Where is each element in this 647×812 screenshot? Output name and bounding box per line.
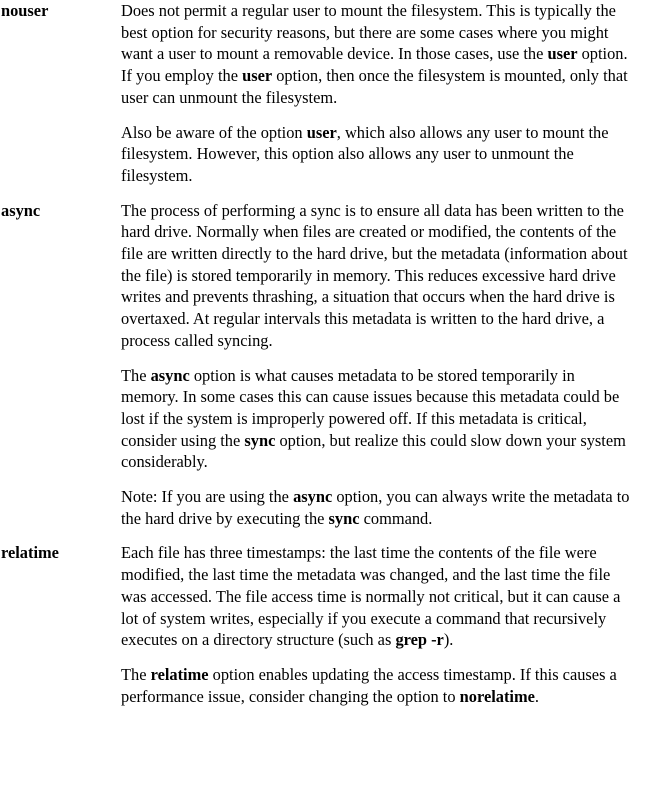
description-paragraph: [121, 486, 633, 529]
option-term: relatime: [1, 543, 59, 563]
text-run: .: [534, 686, 540, 706]
description-paragraph: [121, 0, 633, 109]
inline-keyword: user: [547, 44, 578, 64]
option-entry-relatime: [1, 542, 633, 707]
text-run: option enables updating the access timestamp. If this causes a performance issue, consider changing the option to: [121, 664, 617, 706]
text-run: , which also allows any user to mount the filesystem. However, this option also allows any user to unmount the filesystem.: [121, 122, 609, 185]
inline-keyword: user: [242, 66, 273, 86]
text-run: The: [121, 365, 151, 385]
inline-keyword: grep -r: [395, 630, 444, 650]
inline-keyword: norelatime: [459, 686, 535, 706]
inline-keyword: async: [293, 487, 333, 507]
inline-keyword: sync: [244, 430, 276, 450]
text-run: option, but realize this could slow down your system considerably.: [121, 430, 626, 472]
description-paragraph: [121, 122, 633, 187]
text-run: option is what causes metadata to be stored temporarily in memory. In some cases this can cause issues because this metadata could be lost if the system is improperly powered off. If this metadata is critical, consider using the: [121, 365, 620, 450]
option-description: [121, 542, 633, 707]
text-run: option, then once the filesystem is mounted, only that user can unmount the filesystem.: [121, 66, 628, 107]
inline-keyword: async: [150, 365, 190, 385]
inline-keyword: relatime: [150, 664, 209, 684]
option-description: [121, 0, 633, 187]
text-run: command.: [359, 508, 433, 528]
text-run: Each file has three timestamps: the last time the contents of the file were modified, the last time the metadata was changed, and the last time the file was accessed. The file access time is normally not critical, but it can cause a lot of system writes, especially if you execute a command that recursively executes on a directory structure (such as: [121, 543, 621, 650]
text-run: The process of performing a sync is to ensure all data has been written to the hard drive. Normally when files are created or modified, the contents of the file are written directly to the hard drive, but the metadata (information about the file) is stored temporarily in memory. This reduces excessive hard drive writes and prevents thrashing, a situation that occurs when the hard drive is overtaxed. At regular intervals this metadata is written to the hard drive, a process called syncing.: [121, 200, 628, 350]
description-paragraph: [121, 200, 633, 352]
text-run: Also be aware of the option: [121, 122, 307, 142]
text-run: The: [121, 664, 151, 684]
text-run: option. If you employ the: [121, 44, 628, 86]
text-run: option, you can always write the metadata to the hard drive by executing the: [121, 487, 630, 528]
option-term: nouser: [1, 1, 49, 20]
option-entry-nouser: [1, 0, 633, 187]
inline-keyword: user: [306, 122, 337, 142]
description-paragraph: [121, 664, 633, 707]
option-description: [121, 200, 633, 530]
inline-keyword: sync: [328, 508, 360, 528]
description-paragraph: [121, 365, 633, 474]
description-paragraph: [121, 542, 633, 651]
option-term: async: [1, 200, 41, 220]
text-run: ).: [443, 630, 454, 650]
text-run: Note: If you are using the: [121, 487, 294, 507]
option-entry-async: [1, 200, 633, 530]
text-run: Does not permit a regular user to mount the filesystem. This is typically the best option for security reasons, but there are some cases where you might want a user to mount a removable device. In those cases, use the: [121, 1, 616, 64]
